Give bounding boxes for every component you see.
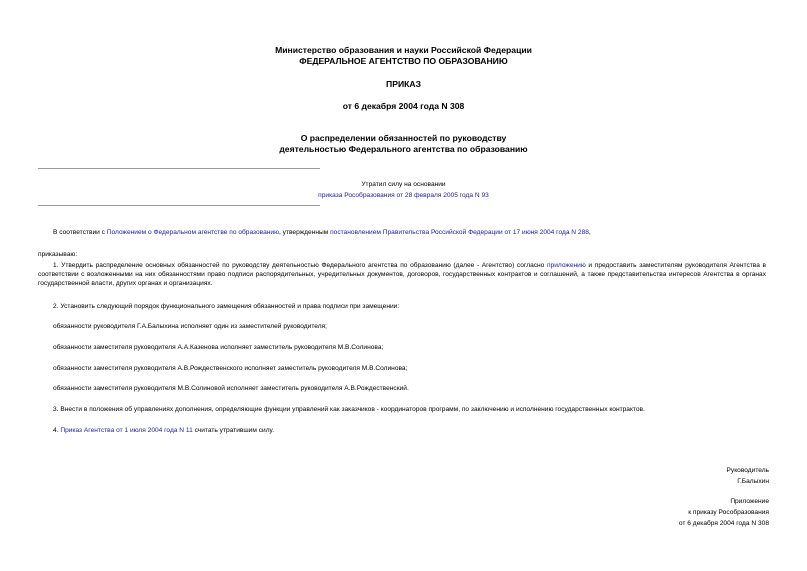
- appendix-link[interactable]: приложению: [547, 262, 586, 269]
- intro-text-2: , утвержденным: [279, 229, 331, 236]
- regulation-link[interactable]: Положением о Федеральном агентстве по образованию: [106, 229, 280, 236]
- basis-link[interactable]: приказа Рособразования от 28 февраля 2005 года N 93: [318, 192, 489, 199]
- doc-title-line2: деятельностью Федерального агентства по образованию: [279, 144, 528, 154]
- ministry-title: Министерство образования и науки Российской Федерации: [275, 45, 532, 55]
- lost-force-note: Утратил силу на основании: [361, 181, 446, 188]
- substitution-4: обязанности заместителя руководителя М.В.Солиновой исполняет заместитель руководителя А.В.Рождественский.: [53, 385, 409, 392]
- substitution-3: обязанности заместителя руководителя А.В.Рождественского исполняет заместитель руководителя М.В.Солинова;: [53, 365, 408, 372]
- item-2: 2. Установить следующий порядок функционального замещения обязанностей и права подписи при замещении:: [53, 303, 400, 310]
- substitution-1: обязанности руководителя Г.А.Балыхина исполняет один из заместителей руководителя;: [53, 323, 327, 330]
- agency-title: ФЕДЕРАЛЬНОЕ АГЕНТСТВО ПО ОБРАЗОВАНИЮ: [299, 56, 508, 66]
- divider-bottom: [38, 205, 320, 206]
- intro-text-3: ,: [588, 229, 591, 236]
- intro-paragraph: [53, 228, 773, 237]
- item-1-text-2: и предоставить заместителям руководителя Агентства в соответствии с возложенными на них обязанностями право подписи распорядительных, учредительных документов, договоров, государственных контрактов и соглашений, а также представительства интересов Агентства в органах государственной власти, других органах и организациях.: [38, 262, 767, 287]
- appendix-ref: к приказу Рособразования: [688, 509, 769, 516]
- substitution-2: обязанности заместителя руководителя А.А.Казенова исполняет заместитель руководителя М.В.Солинова;: [53, 344, 384, 351]
- item-4-text-1: 4.: [53, 427, 61, 434]
- signature-name: Г.Балыхин: [737, 478, 769, 485]
- intro-text-1: В соответствии с: [53, 229, 107, 236]
- doc-type: ПРИКАЗ: [386, 79, 421, 89]
- government-decree-link[interactable]: постановлением Правительства Российской Федерации от 17 июня 2004 года N 288: [330, 229, 589, 236]
- appendix-date: от 6 декабря 2004 года N 308: [678, 520, 769, 527]
- appendix-label: Приложение: [730, 498, 769, 505]
- basis-note: [0, 191, 807, 200]
- item-4-text-2: считать утратившим силу.: [192, 427, 275, 434]
- agency-order-link[interactable]: Приказ Агентства от 1 июля 2004 года N 11: [60, 427, 193, 434]
- divider-top: [38, 168, 320, 169]
- item-4: [53, 426, 773, 435]
- signature-position: Руководитель: [726, 467, 769, 474]
- item-1: [38, 261, 766, 288]
- order-word: приказываю:: [38, 251, 78, 258]
- doc-title-line1: О распределении обязанностей по руководству: [300, 133, 507, 143]
- item-3: 3. Внести в положения об управлениях дополнения, определяющие функции управлений как заказчиков - координаторов программ, по заключению и исполнению государственных контрактов.: [53, 406, 645, 413]
- doc-date-number: от 6 декабря 2004 года N 308: [342, 101, 465, 111]
- item-1-text-1: 1. Утвердить распределение основных обязанностей по руководству деятельностью Федерального агентства по образованию (далее - Агентство) согласно: [53, 262, 547, 269]
